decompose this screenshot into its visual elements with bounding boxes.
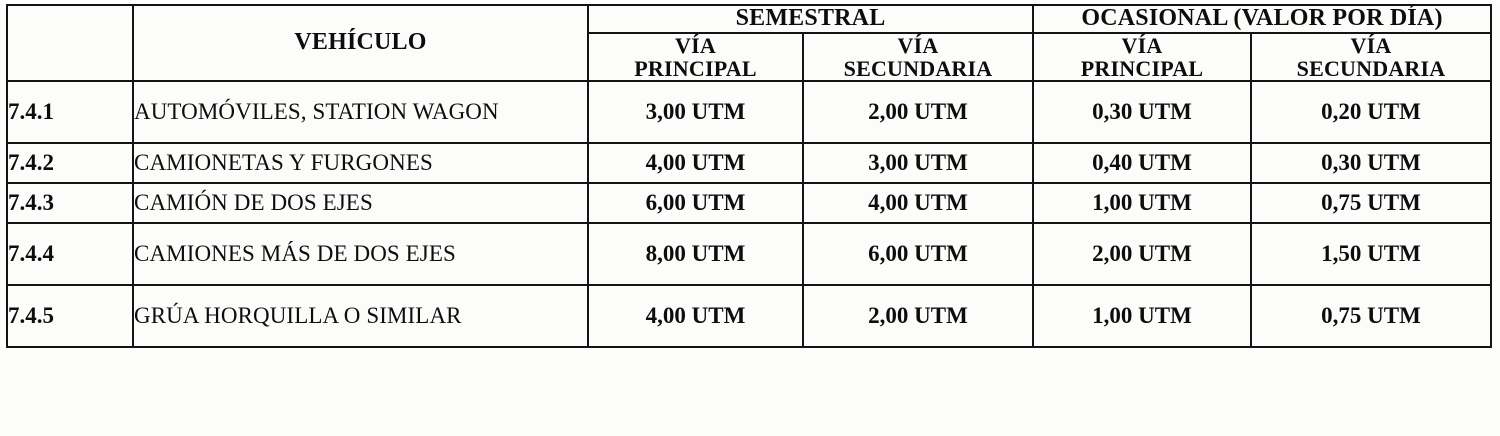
header-code-column	[7, 5, 133, 81]
header-sub-line2: SECUNDARIA	[1296, 56, 1446, 81]
row-vehicle: CAMIONETAS Y FURGONES	[133, 143, 588, 183]
row-vehicle: CAMIONES MÁS DE DOS EJES	[133, 223, 588, 285]
header-sub-line2: PRINCIPAL	[1080, 56, 1204, 81]
header-sub-line1: VÍA	[897, 32, 939, 58]
header-sub-line2: SECUNDARIA	[843, 56, 993, 81]
row-vehicle: GRÚA HORQUILLA O SIMILAR	[133, 285, 588, 347]
row-ocasional-secundaria: 0,20 UTM	[1251, 81, 1491, 143]
row-code: 7.4.5	[7, 285, 133, 347]
header-sub-semestral-principal	[588, 33, 803, 81]
row-code: 7.4.3	[7, 183, 133, 223]
row-semestral-principal: 8,00 UTM	[588, 223, 803, 285]
header-sub-line2: PRINCIPAL	[634, 56, 757, 81]
row-semestral-secundaria: 2,00 UTM	[803, 81, 1033, 143]
header-group-ocasional: OCASIONAL (VALOR POR DÍA)	[1033, 5, 1491, 33]
row-semestral-principal: 4,00 UTM	[588, 285, 803, 347]
table-row	[7, 223, 1491, 285]
row-ocasional-principal: 0,30 UTM	[1033, 81, 1251, 143]
row-semestral-secundaria: 2,00 UTM	[803, 285, 1033, 347]
row-ocasional-principal: 1,00 UTM	[1033, 183, 1251, 223]
row-semestral-secundaria: 3,00 UTM	[803, 143, 1033, 183]
row-semestral-principal: 4,00 UTM	[588, 143, 803, 183]
row-ocasional-secundaria: 0,75 UTM	[1251, 285, 1491, 347]
row-ocasional-principal: 0,40 UTM	[1033, 143, 1251, 183]
row-code: 7.4.4	[7, 223, 133, 285]
table-header-row-top	[7, 5, 1491, 33]
header-sub-ocasional-principal	[1033, 33, 1251, 81]
header-sub-line1: VÍA	[675, 32, 716, 58]
document-page	[0, 4, 1500, 436]
row-vehicle: AUTOMÓVILES, STATION WAGON	[133, 81, 588, 143]
header-sub-line1: VÍA	[1350, 32, 1392, 58]
header-sub-semestral-secundaria	[803, 33, 1033, 81]
row-ocasional-principal: 2,00 UTM	[1033, 223, 1251, 285]
table-row	[7, 285, 1491, 347]
table-row	[7, 183, 1491, 223]
header-sub-ocasional-secundaria	[1251, 33, 1491, 81]
row-vehicle: CAMIÓN DE DOS EJES	[133, 183, 588, 223]
header-sub-line1: VÍA	[1121, 32, 1163, 58]
header-vehicle: VEHÍCULO	[133, 5, 588, 81]
row-semestral-principal: 3,00 UTM	[588, 81, 803, 143]
row-semestral-secundaria: 4,00 UTM	[803, 183, 1033, 223]
row-ocasional-principal: 1,00 UTM	[1033, 285, 1251, 347]
row-semestral-principal: 6,00 UTM	[588, 183, 803, 223]
vehicle-tariff-table	[6, 4, 1492, 348]
row-ocasional-secundaria: 1,50 UTM	[1251, 223, 1491, 285]
row-code: 7.4.1	[7, 81, 133, 143]
header-group-semestral: SEMESTRAL	[588, 5, 1033, 33]
row-semestral-secundaria: 6,00 UTM	[803, 223, 1033, 285]
row-ocasional-secundaria: 0,30 UTM	[1251, 143, 1491, 183]
row-ocasional-secundaria: 0,75 UTM	[1251, 183, 1491, 223]
table-row	[7, 143, 1491, 183]
table-row	[7, 81, 1491, 143]
row-code: 7.4.2	[7, 143, 133, 183]
